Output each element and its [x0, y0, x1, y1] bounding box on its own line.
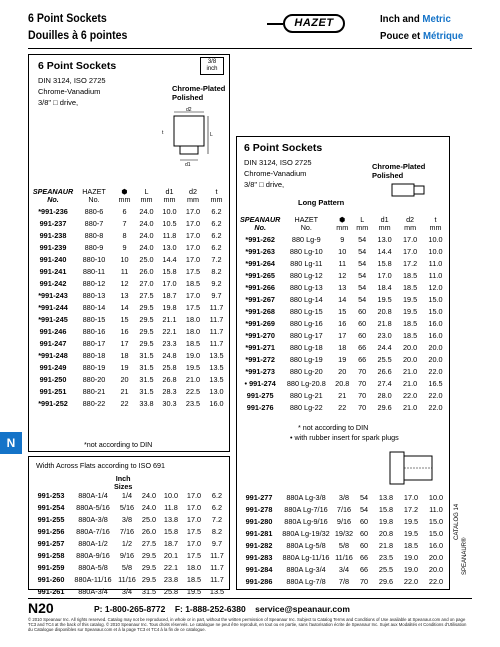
- footer-fine-print: © 2010 Speanaur Inc. All rights reserved. Catalog may not be reproduced, in whole or in part, without the written permission of Speanaur Inc. Subject to Catalog Terms and Conditions of Use available at Speanaur.com and on page TC3 and TC4 at the back of this catalog. © 2010 Speanaur Inc. Tous droits réservés. Le catalogue ne peut être reproduit, en tout ou en partie, sans l'autorisation écrite de Speanaur Inc. Sujet aux Modalités et Conditions d'Utilisation du Catalogue disponibles sur Speanaur.com et à la page TC3 et TC4 à la fin de ce catalogue.: [28, 617, 467, 632]
- long-socket-diagram-icon: [388, 182, 448, 200]
- table-row: 991-278 880A Lg-7/16 7/16 54 15.8 17.2 11.0: [245, 505, 443, 514]
- table-row: 991-277 880A Lg-3/8 3/8 54 13.8 17.0 10.0: [245, 493, 444, 502]
- header-pouce-metrique: [380, 30, 463, 42]
- left-title: 6 Point Sockets: [38, 60, 117, 72]
- page-number: N20: [28, 600, 54, 616]
- table-row: *991-265 880 Lg-12 12 54 17.0 18.5 11.0: [245, 271, 443, 280]
- inch-section-title: Width Across Flats according to ISO 691: [36, 461, 166, 470]
- long-socket-side-diagram-icon: [384, 446, 446, 490]
- table-row: 991-254 880A-5/16 5/16 24.0 11.8 17.0 6.2: [37, 503, 223, 512]
- table-row: 991-250 880-20 20 31.5 26.8 21.0 13.5: [39, 375, 224, 384]
- socket-diagram-icon: [152, 104, 224, 168]
- footer-email[interactable]: service@speanaur.com: [255, 604, 350, 614]
- table-row: 991-282 880A Lg-5/8 5/8 60 21.8 18.5 16.0: [245, 541, 444, 550]
- table-row: *991-243 880-13 13 27.5 18.7 17.0 9.7: [38, 291, 222, 300]
- pouce-word: Pouce et: [380, 30, 423, 42]
- table-row: 991-240 880-10 10 25.0 14.4 17.0 7.2: [39, 255, 222, 264]
- table-row: *991-236 880-6 6 24.0 10.0 17.0 6.2: [38, 207, 222, 216]
- left-drive: 3/8" □ drive,: [38, 98, 79, 107]
- left-metric-rows: [32, 206, 228, 410]
- inch-word: Inch and: [380, 13, 423, 25]
- table-row: *991-248 880-18 18 31.5 24.8 19.0 13.5: [38, 351, 224, 360]
- hex-icon: ⬢: [121, 187, 128, 196]
- hex-icon: ⬢: [339, 215, 346, 224]
- left-metric-table: [32, 178, 228, 410]
- table-row: 991-284 880A Lg-3/4 3/4 66 25.5 19.0 20.0: [245, 565, 444, 574]
- left-inch-rows: [32, 490, 228, 598]
- long-pattern-label: Long Pattern: [298, 198, 345, 207]
- table-row: *991-263 880 Lg-10 10 54 14.4 17.0 10.0: [245, 247, 443, 256]
- table-row: 991-275 880 Lg-21 21 70 28.0 22.0 22.0: [246, 391, 443, 400]
- table-row: *991-270 880 Lg-17 17 60 23.0 18.5 16.0: [245, 331, 443, 340]
- table-row: 991-259 880A-5/8 5/8 29.5 22.1 18.0 11.7: [37, 563, 224, 572]
- left-note: *not according to DIN: [84, 440, 153, 449]
- table-row: *991-264 880 Lg-11 11 54 15.8 17.2 11.0: [245, 259, 443, 268]
- right-standard: DIN 3124, ISO 2725: [244, 158, 312, 167]
- vertical-catalog-label: CATALOG 14: [454, 503, 460, 540]
- table-row: 991-257 880A-1/2 1/2 27.5 18.7 17.0 9.7: [37, 539, 223, 548]
- table-row: 991-238 880-8 8 24.0 11.8 17.0 6.2: [39, 231, 222, 240]
- svg-text:d2: d2: [186, 107, 192, 113]
- col-hex: ⬢ mm: [118, 187, 131, 204]
- table-row: 991-246 880-16 16 29.5 22.1 18.0 11.7: [39, 327, 224, 336]
- svg-text:d1: d1: [185, 162, 191, 168]
- table-row: 991-241 880-11 11 26.0 15.8 17.5 8.2: [39, 267, 222, 276]
- col-speanaur: SPEANAUR No.: [240, 215, 281, 232]
- header-inch-metric: [380, 13, 451, 25]
- table-row: *991-266 880 Lg-13 13 54 18.4 18.5 12.0: [245, 283, 443, 292]
- col-l: L mm: [140, 187, 153, 204]
- footer-fax: F: 1-888-252-6380: [174, 604, 246, 614]
- table-row: *991-271 880 Lg-18 18 66 24.4 20.0 20.0: [245, 343, 443, 352]
- table-row: *991-268 880 Lg-15 15 60 20.8 19.5 15.0: [245, 307, 443, 316]
- table-row: 991-258 880A-9/16 9/16 29.5 20.1 17.5 11.7: [37, 551, 224, 560]
- table-row: 991-239 880-9 9 24.0 13.0 17.0 6.2: [39, 243, 222, 252]
- col-hex: ⬢ mm: [336, 215, 349, 232]
- col-d1: d1 mm: [163, 187, 176, 204]
- table-row: 991-253 880A-1/4 1/4 24.0 10.0 17.0 6.2: [37, 491, 223, 500]
- table-row: 991-251 880-21 21 31.5 28.3 22.5 13.0: [39, 387, 224, 396]
- inch-sizes-label: Inch Sizes: [114, 474, 133, 491]
- table-row: *991-262 880 Lg-9 9 54 13.0 17.0 10.0: [245, 235, 443, 244]
- right-inch-rows: [240, 492, 448, 588]
- table-row: 991-280 880A Lg-9/16 9/16 60 19.8 19.5 15.0: [245, 517, 444, 526]
- table-row: *991-269 880 Lg-16 16 60 21.8 18.5 16.0: [245, 319, 443, 328]
- table-row: 991-247 880-17 17 29.5 23.3 18.5 11.7: [39, 339, 224, 348]
- footer-contact: [94, 604, 350, 614]
- left-inch-table: [32, 490, 228, 598]
- hazet-logo: HAZET: [283, 14, 345, 33]
- header-title-fr: Douilles à 6 pointes: [28, 30, 128, 42]
- col-l: L mm: [356, 215, 369, 232]
- left-standard: DIN 3124, ISO 2725: [38, 76, 106, 85]
- right-title: 6 Point Sockets: [244, 142, 323, 154]
- right-metric-rows: [240, 234, 448, 414]
- col-t: t mm: [210, 187, 223, 204]
- table-row: *991-244 880-14 14 29.5 19.8 17.5 11.7: [38, 303, 224, 312]
- table-row: 991-261 880A-3/4 3/4 31.5 25.8 19.5 13.5: [37, 587, 225, 596]
- table-row: 991-276 880 Lg-22 22 70 29.6 21.0 22.0: [246, 403, 443, 412]
- section-tab-n[interactable]: N: [0, 432, 22, 454]
- right-note-1: * not according to DIN: [298, 423, 369, 432]
- col-d2: d2 mm: [187, 187, 199, 204]
- right-material: Chrome-Vanadium: [244, 169, 307, 178]
- table-row: 991-242 880-12 12 27.0 17.0 18.5 9.2: [39, 279, 222, 288]
- col-d2: d2 mm: [404, 215, 417, 232]
- table-row: 991-255 880A-3/8 3/8 25.0 13.8 17.0 7.2: [37, 515, 223, 524]
- footer-phone: P: 1-800-265-8772: [94, 604, 166, 614]
- table-row: • 991-274 880 Lg-20.8 20.8 70 27.4 21.0 16.5: [244, 379, 443, 388]
- header-title-en: 6 Point Sockets: [28, 13, 107, 25]
- table-row: *991-272 880 Lg-19 19 66 25.5 20.0 20.0: [245, 355, 443, 364]
- header-rule: [28, 48, 472, 49]
- col-t: t mm: [429, 215, 442, 232]
- table-row: *991-245 880-15 15 29.5 21.1 18.0 11.7: [38, 315, 224, 324]
- table-row: 991-237 880-7 7 24.0 10.5 17.0 6.2: [39, 219, 222, 228]
- table-row: *991-267 880 Lg-14 14 54 19.5 19.5 15.0: [245, 295, 443, 304]
- right-note-2: • with rubber insert for spark plugs: [290, 433, 399, 442]
- table-row: 991-249 880-19 19 31.5 25.8 19.5 13.5: [39, 363, 224, 372]
- table-row: 991-283 880A Lg-11/16 11/16 66 23.5 19.0 20.0: [245, 553, 444, 562]
- col-hazet: HAZET No.: [82, 187, 106, 204]
- table-row: 991-286 880A Lg-7/8 7/8 70 29.6 22.0 22.0: [245, 577, 444, 586]
- table-row: *991-252 880-22 22 33.8 30.3 23.5 16.0: [38, 399, 224, 408]
- right-metric-table: [240, 206, 448, 414]
- right-finish: Chrome-Plated Polished: [372, 162, 426, 180]
- col-speanaur: SPEANAUR No.: [32, 187, 74, 204]
- right-inch-table: [240, 492, 448, 588]
- svg-text:L: L: [210, 132, 213, 138]
- table-row: *991-273 880 Lg-20 20 70 26.6 21.0 22.0: [245, 367, 443, 376]
- page-header: [0, 0, 500, 52]
- table-row: 991-256 880A-7/16 7/16 26.0 15.8 17.5 8.2: [37, 527, 223, 536]
- table-row: 991-260 880A-11/16 11/16 29.5 23.8 18.5 11.7: [37, 575, 224, 584]
- table-row: 991-281 880A Lg-19/32 19/32 60 20.8 19.5 15.0: [245, 529, 444, 538]
- left-finish: Chrome-Plated Polished: [172, 84, 226, 102]
- inch-badge: 3/8 inch: [200, 57, 224, 75]
- vertical-brand-label: SPEANAUR®: [462, 537, 468, 575]
- right-drive: 3/8" □ drive,: [244, 180, 285, 189]
- footer-rule: [28, 598, 472, 599]
- metrique-word: Métrique: [422, 30, 464, 42]
- metric-word: Metric: [422, 13, 451, 25]
- svg-text:t: t: [162, 130, 164, 136]
- col-d1: d1 mm: [378, 215, 391, 232]
- left-material: Chrome-Vanadium: [38, 87, 101, 96]
- col-hazet: HAZET No.: [294, 215, 319, 232]
